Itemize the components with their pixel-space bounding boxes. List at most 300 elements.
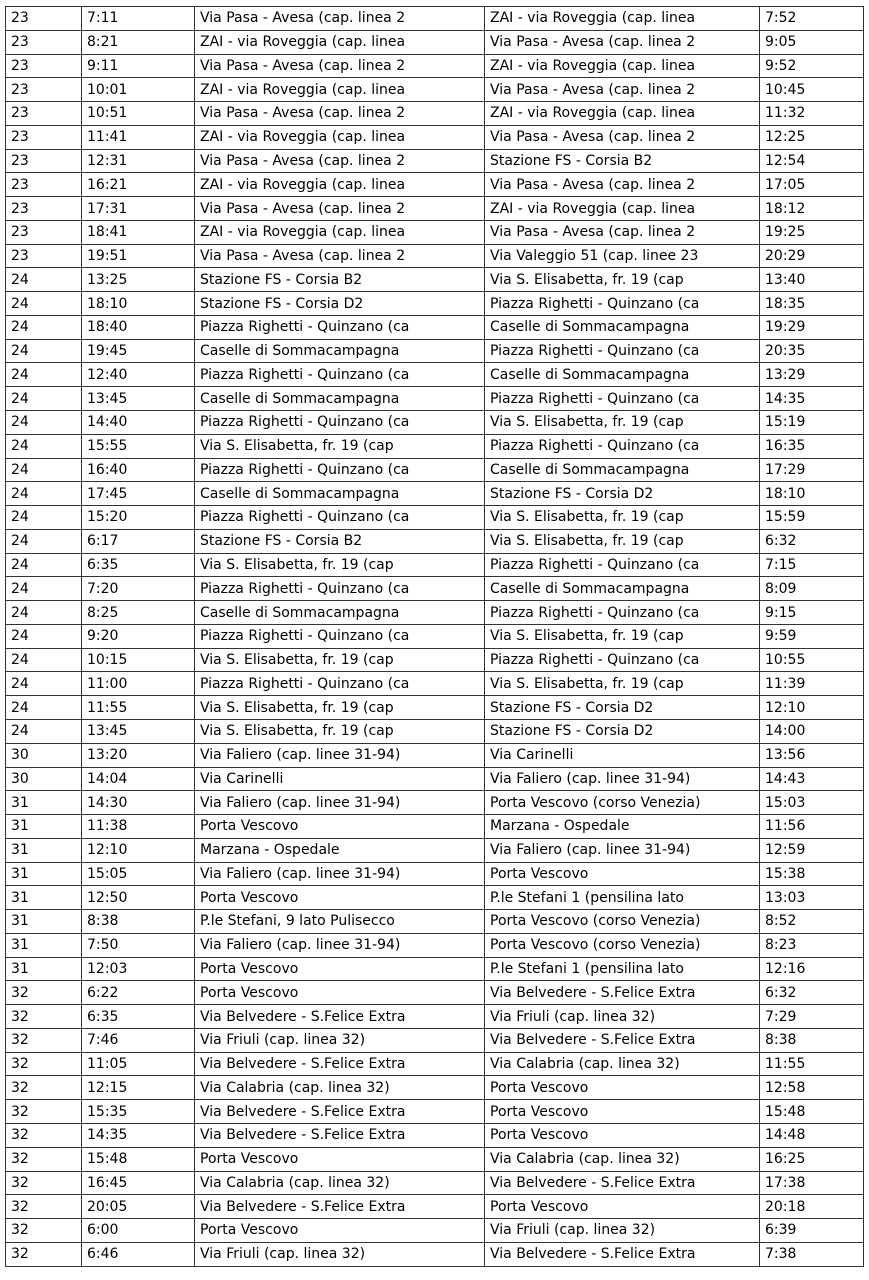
arrival-time-cell: 9:15 — [760, 601, 864, 625]
departure-time-cell: 6:35 — [82, 553, 195, 577]
departure-time-cell: 6:22 — [82, 981, 195, 1005]
table-row — [6, 696, 864, 720]
line-number-cell: 24 — [6, 458, 82, 482]
arrival-time-cell: 12:54 — [760, 149, 864, 173]
origin-stop-cell: Porta Vescovo — [195, 957, 485, 981]
origin-stop-cell: Piazza Righetti - Quinzano (ca — [195, 506, 485, 530]
line-number-cell: 31 — [6, 791, 82, 815]
origin-stop-cell: Via Belvedere - S.Felice Extra — [195, 1005, 485, 1029]
destination-stop-cell: Via S. Elisabetta, fr. 19 (cap — [485, 268, 760, 292]
table-row — [6, 886, 864, 910]
departure-time-cell: 15:35 — [82, 1100, 195, 1124]
table-row — [6, 339, 864, 363]
origin-stop-cell: Piazza Righetti - Quinzano (ca — [195, 624, 485, 648]
table-row — [6, 363, 864, 387]
destination-stop-cell: Stazione FS - Corsia D2 — [485, 719, 760, 743]
destination-stop-cell: Via Pasa - Avesa (cap. linea 2 — [485, 125, 760, 149]
arrival-time-cell: 17:05 — [760, 173, 864, 197]
origin-stop-cell: Via Calabria (cap. linea 32) — [195, 1171, 485, 1195]
origin-stop-cell: Porta Vescovo — [195, 1147, 485, 1171]
line-number-cell: 32 — [6, 981, 82, 1005]
arrival-time-cell: 8:52 — [760, 910, 864, 934]
line-number-cell: 24 — [6, 268, 82, 292]
origin-stop-cell: Via Faliero (cap. linee 31-94) — [195, 862, 485, 886]
table-row — [6, 125, 864, 149]
origin-stop-cell: Via Belvedere - S.Felice Extra — [195, 1052, 485, 1076]
line-number-cell: 24 — [6, 648, 82, 672]
departure-time-cell: 8:25 — [82, 601, 195, 625]
table-row — [6, 838, 864, 862]
origin-stop-cell: Piazza Righetti - Quinzano (ca — [195, 672, 485, 696]
arrival-time-cell: 12:58 — [760, 1076, 864, 1100]
arrival-time-cell: 10:55 — [760, 648, 864, 672]
departure-time-cell: 20:05 — [82, 1195, 195, 1219]
departure-time-cell: 17:45 — [82, 482, 195, 506]
departure-time-cell: 13:45 — [82, 387, 195, 411]
line-number-cell: 31 — [6, 862, 82, 886]
line-number-cell: 24 — [6, 601, 82, 625]
departure-time-cell: 9:11 — [82, 54, 195, 78]
line-number-cell: 31 — [6, 933, 82, 957]
departure-time-cell: 18:10 — [82, 292, 195, 316]
arrival-time-cell: 16:25 — [760, 1147, 864, 1171]
departure-time-cell: 12:15 — [82, 1076, 195, 1100]
departure-time-cell: 15:20 — [82, 506, 195, 530]
destination-stop-cell: Piazza Righetti - Quinzano (ca — [485, 648, 760, 672]
destination-stop-cell: Via Belvedere - S.Felice Extra — [485, 1171, 760, 1195]
table-row — [6, 434, 864, 458]
line-number-cell: 31 — [6, 886, 82, 910]
origin-stop-cell: Via Faliero (cap. linee 31-94) — [195, 743, 485, 767]
destination-stop-cell: P.le Stefani 1 (pensilina lato — [485, 957, 760, 981]
arrival-time-cell: 11:32 — [760, 102, 864, 126]
destination-stop-cell: Via S. Elisabetta, fr. 19 (cap — [485, 624, 760, 648]
line-number-cell: 23 — [6, 220, 82, 244]
destination-stop-cell: Via Belvedere - S.Felice Extra — [485, 1242, 760, 1266]
arrival-time-cell: 6:32 — [760, 981, 864, 1005]
line-number-cell: 24 — [6, 696, 82, 720]
arrival-time-cell: 15:03 — [760, 791, 864, 815]
line-number-cell: 24 — [6, 434, 82, 458]
table-row — [6, 387, 864, 411]
destination-stop-cell: Via Pasa - Avesa (cap. linea 2 — [485, 220, 760, 244]
timetable — [5, 6, 864, 1267]
arrival-time-cell: 8:38 — [760, 1028, 864, 1052]
origin-stop-cell: Stazione FS - Corsia D2 — [195, 292, 485, 316]
table-row — [6, 767, 864, 791]
table-row — [6, 1171, 864, 1195]
origin-stop-cell: Via Belvedere - S.Felice Extra — [195, 1123, 485, 1147]
table-row — [6, 791, 864, 815]
departure-time-cell: 14:04 — [82, 767, 195, 791]
table-row — [6, 315, 864, 339]
origin-stop-cell: Via Faliero (cap. linee 31-94) — [195, 791, 485, 815]
destination-stop-cell: Porta Vescovo (corso Venezia) — [485, 910, 760, 934]
line-number-cell: 24 — [6, 482, 82, 506]
destination-stop-cell: Porta Vescovo (corso Venezia) — [485, 791, 760, 815]
destination-stop-cell: Piazza Righetti - Quinzano (ca — [485, 339, 760, 363]
destination-stop-cell: Piazza Righetti - Quinzano (ca — [485, 292, 760, 316]
line-number-cell: 32 — [6, 1147, 82, 1171]
line-number-cell: 24 — [6, 577, 82, 601]
table-row — [6, 220, 864, 244]
origin-stop-cell: Via Pasa - Avesa (cap. linea 2 — [195, 102, 485, 126]
arrival-time-cell: 15:38 — [760, 862, 864, 886]
line-number-cell: 32 — [6, 1242, 82, 1266]
departure-time-cell: 16:21 — [82, 173, 195, 197]
departure-time-cell: 6:00 — [82, 1219, 195, 1243]
arrival-time-cell: 14:43 — [760, 767, 864, 791]
line-number-cell: 24 — [6, 506, 82, 530]
departure-time-cell: 17:31 — [82, 197, 195, 221]
line-number-cell: 24 — [6, 411, 82, 435]
arrival-time-cell: 19:29 — [760, 315, 864, 339]
table-row — [6, 1219, 864, 1243]
departure-time-cell: 7:20 — [82, 577, 195, 601]
destination-stop-cell: Porta Vescovo — [485, 1076, 760, 1100]
arrival-time-cell: 9:52 — [760, 54, 864, 78]
arrival-time-cell: 9:59 — [760, 624, 864, 648]
table-row — [6, 577, 864, 601]
origin-stop-cell: Via Pasa - Avesa (cap. linea 2 — [195, 197, 485, 221]
table-row — [6, 1242, 864, 1266]
departure-time-cell: 19:45 — [82, 339, 195, 363]
destination-stop-cell: Porta Vescovo (corso Venezia) — [485, 933, 760, 957]
line-number-cell: 23 — [6, 30, 82, 54]
arrival-time-cell: 7:29 — [760, 1005, 864, 1029]
departure-time-cell: 7:46 — [82, 1028, 195, 1052]
arrival-time-cell: 18:12 — [760, 197, 864, 221]
table-row — [6, 1005, 864, 1029]
table-row — [6, 1028, 864, 1052]
line-number-cell: 23 — [6, 244, 82, 268]
origin-stop-cell: Piazza Righetti - Quinzano (ca — [195, 577, 485, 601]
line-number-cell: 31 — [6, 838, 82, 862]
line-number-cell: 31 — [6, 957, 82, 981]
line-number-cell: 31 — [6, 910, 82, 934]
arrival-time-cell: 8:09 — [760, 577, 864, 601]
table-row — [6, 54, 864, 78]
arrival-time-cell: 18:35 — [760, 292, 864, 316]
departure-time-cell: 11:38 — [82, 815, 195, 839]
arrival-time-cell: 20:18 — [760, 1195, 864, 1219]
arrival-time-cell: 20:35 — [760, 339, 864, 363]
origin-stop-cell: P.le Stefani, 9 lato Pulisecco — [195, 910, 485, 934]
line-number-cell: 32 — [6, 1076, 82, 1100]
line-number-cell: 23 — [6, 54, 82, 78]
table-row — [6, 197, 864, 221]
table-row — [6, 482, 864, 506]
departure-time-cell: 15:48 — [82, 1147, 195, 1171]
destination-stop-cell: Caselle di Sommacampagna — [485, 458, 760, 482]
line-number-cell: 30 — [6, 743, 82, 767]
destination-stop-cell: Via Friuli (cap. linea 32) — [485, 1219, 760, 1243]
origin-stop-cell: Via Calabria (cap. linea 32) — [195, 1076, 485, 1100]
destination-stop-cell: Via Faliero (cap. linee 31-94) — [485, 838, 760, 862]
arrival-time-cell: 13:40 — [760, 268, 864, 292]
destination-stop-cell: Stazione FS - Corsia D2 — [485, 482, 760, 506]
table-row — [6, 149, 864, 173]
origin-stop-cell: ZAI - via Roveggia (cap. linea — [195, 78, 485, 102]
departure-time-cell: 14:35 — [82, 1123, 195, 1147]
destination-stop-cell: Via Belvedere - S.Felice Extra — [485, 1028, 760, 1052]
destination-stop-cell: ZAI - via Roveggia (cap. linea — [485, 7, 760, 31]
destination-stop-cell: ZAI - via Roveggia (cap. linea — [485, 54, 760, 78]
departure-time-cell: 12:10 — [82, 838, 195, 862]
departure-time-cell: 13:25 — [82, 268, 195, 292]
destination-stop-cell: Via Calabria (cap. linea 32) — [485, 1147, 760, 1171]
destination-stop-cell: Caselle di Sommacampagna — [485, 577, 760, 601]
departure-time-cell: 12:31 — [82, 149, 195, 173]
departure-time-cell: 14:40 — [82, 411, 195, 435]
departure-time-cell: 18:40 — [82, 315, 195, 339]
origin-stop-cell: Via S. Elisabetta, fr. 19 (cap — [195, 434, 485, 458]
table-row — [6, 1100, 864, 1124]
table-row — [6, 30, 864, 54]
table-row — [6, 910, 864, 934]
arrival-time-cell: 14:00 — [760, 719, 864, 743]
arrival-time-cell: 12:10 — [760, 696, 864, 720]
destination-stop-cell: Stazione FS - Corsia D2 — [485, 696, 760, 720]
origin-stop-cell: Marzana - Ospedale — [195, 838, 485, 862]
origin-stop-cell: Via Friuli (cap. linea 32) — [195, 1028, 485, 1052]
line-number-cell: 23 — [6, 7, 82, 31]
departure-time-cell: 16:40 — [82, 458, 195, 482]
destination-stop-cell: Via S. Elisabetta, fr. 19 (cap — [485, 506, 760, 530]
arrival-time-cell: 15:48 — [760, 1100, 864, 1124]
origin-stop-cell: Via S. Elisabetta, fr. 19 (cap — [195, 553, 485, 577]
origin-stop-cell: Caselle di Sommacampagna — [195, 601, 485, 625]
table-row — [6, 648, 864, 672]
departure-time-cell: 12:50 — [82, 886, 195, 910]
line-number-cell: 24 — [6, 387, 82, 411]
arrival-time-cell: 6:39 — [760, 1219, 864, 1243]
origin-stop-cell: Stazione FS - Corsia B2 — [195, 268, 485, 292]
line-number-cell: 23 — [6, 149, 82, 173]
departure-time-cell: 12:03 — [82, 957, 195, 981]
departure-time-cell: 15:05 — [82, 862, 195, 886]
line-number-cell: 24 — [6, 363, 82, 387]
destination-stop-cell: Porta Vescovo — [485, 1123, 760, 1147]
origin-stop-cell: Porta Vescovo — [195, 981, 485, 1005]
destination-stop-cell: Piazza Righetti - Quinzano (ca — [485, 387, 760, 411]
origin-stop-cell: Via S. Elisabetta, fr. 19 (cap — [195, 696, 485, 720]
origin-stop-cell: ZAI - via Roveggia (cap. linea — [195, 220, 485, 244]
origin-stop-cell: Piazza Righetti - Quinzano (ca — [195, 315, 485, 339]
arrival-time-cell: 7:15 — [760, 553, 864, 577]
destination-stop-cell: Via S. Elisabetta, fr. 19 (cap — [485, 529, 760, 553]
origin-stop-cell: Porta Vescovo — [195, 886, 485, 910]
departure-time-cell: 15:55 — [82, 434, 195, 458]
table-row — [6, 1195, 864, 1219]
line-number-cell: 24 — [6, 529, 82, 553]
arrival-time-cell: 19:25 — [760, 220, 864, 244]
origin-stop-cell: Piazza Righetti - Quinzano (ca — [195, 411, 485, 435]
arrival-time-cell: 13:56 — [760, 743, 864, 767]
table-row — [6, 957, 864, 981]
arrival-time-cell: 13:03 — [760, 886, 864, 910]
table-row — [6, 268, 864, 292]
departure-time-cell: 9:20 — [82, 624, 195, 648]
origin-stop-cell: Piazza Righetti - Quinzano (ca — [195, 363, 485, 387]
departure-time-cell: 6:46 — [82, 1242, 195, 1266]
line-number-cell: 24 — [6, 672, 82, 696]
line-number-cell: 30 — [6, 767, 82, 791]
destination-stop-cell: Via Carinelli — [485, 743, 760, 767]
arrival-time-cell: 11:39 — [760, 672, 864, 696]
destination-stop-cell: P.le Stefani 1 (pensilina lato — [485, 886, 760, 910]
table-row — [6, 102, 864, 126]
destination-stop-cell: Via Friuli (cap. linea 32) — [485, 1005, 760, 1029]
line-number-cell: 32 — [6, 1171, 82, 1195]
table-row — [6, 1076, 864, 1100]
departure-time-cell: 19:51 — [82, 244, 195, 268]
destination-stop-cell: Via Pasa - Avesa (cap. linea 2 — [485, 78, 760, 102]
destination-stop-cell: Piazza Righetti - Quinzano (ca — [485, 434, 760, 458]
arrival-time-cell: 15:59 — [760, 506, 864, 530]
line-number-cell: 32 — [6, 1052, 82, 1076]
table-row — [6, 624, 864, 648]
arrival-time-cell: 17:38 — [760, 1171, 864, 1195]
table-row — [6, 815, 864, 839]
origin-stop-cell: Via Belvedere - S.Felice Extra — [195, 1100, 485, 1124]
table-row — [6, 173, 864, 197]
origin-stop-cell: Via Friuli (cap. linea 32) — [195, 1242, 485, 1266]
line-number-cell: 23 — [6, 78, 82, 102]
line-number-cell: 31 — [6, 815, 82, 839]
destination-stop-cell: Caselle di Sommacampagna — [485, 315, 760, 339]
arrival-time-cell: 6:32 — [760, 529, 864, 553]
table-row — [6, 292, 864, 316]
arrival-time-cell: 12:25 — [760, 125, 864, 149]
arrival-time-cell: 10:45 — [760, 78, 864, 102]
destination-stop-cell: ZAI - via Roveggia (cap. linea — [485, 102, 760, 126]
table-row — [6, 506, 864, 530]
line-number-cell: 24 — [6, 624, 82, 648]
origin-stop-cell: Stazione FS - Corsia B2 — [195, 529, 485, 553]
origin-stop-cell: Porta Vescovo — [195, 1219, 485, 1243]
origin-stop-cell: Via Pasa - Avesa (cap. linea 2 — [195, 149, 485, 173]
arrival-time-cell: 11:56 — [760, 815, 864, 839]
table-row — [6, 529, 864, 553]
arrival-time-cell: 9:05 — [760, 30, 864, 54]
departure-time-cell: 13:45 — [82, 719, 195, 743]
origin-stop-cell: Caselle di Sommacampagna — [195, 482, 485, 506]
table-row — [6, 411, 864, 435]
table-row — [6, 719, 864, 743]
departure-time-cell: 12:40 — [82, 363, 195, 387]
arrival-time-cell: 12:59 — [760, 838, 864, 862]
destination-stop-cell: Via S. Elisabetta, fr. 19 (cap — [485, 672, 760, 696]
departure-time-cell: 11:00 — [82, 672, 195, 696]
line-number-cell: 24 — [6, 339, 82, 363]
table-row — [6, 1147, 864, 1171]
line-number-cell: 32 — [6, 1195, 82, 1219]
departure-time-cell: 11:41 — [82, 125, 195, 149]
arrival-time-cell: 17:29 — [760, 458, 864, 482]
destination-stop-cell: Via Faliero (cap. linee 31-94) — [485, 767, 760, 791]
table-row — [6, 553, 864, 577]
departure-time-cell: 10:15 — [82, 648, 195, 672]
arrival-time-cell: 11:55 — [760, 1052, 864, 1076]
table-row — [6, 78, 864, 102]
table-row — [6, 672, 864, 696]
arrival-time-cell: 16:35 — [760, 434, 864, 458]
destination-stop-cell: Via Belvedere - S.Felice Extra — [485, 981, 760, 1005]
origin-stop-cell: ZAI - via Roveggia (cap. linea — [195, 125, 485, 149]
destination-stop-cell: Piazza Righetti - Quinzano (ca — [485, 553, 760, 577]
origin-stop-cell: ZAI - via Roveggia (cap. linea — [195, 173, 485, 197]
origin-stop-cell: Via Pasa - Avesa (cap. linea 2 — [195, 244, 485, 268]
table-row — [6, 1052, 864, 1076]
arrival-time-cell: 14:48 — [760, 1123, 864, 1147]
line-number-cell: 32 — [6, 1028, 82, 1052]
departure-time-cell: 14:30 — [82, 791, 195, 815]
destination-stop-cell: Via S. Elisabetta, fr. 19 (cap — [485, 411, 760, 435]
departure-time-cell: 18:41 — [82, 220, 195, 244]
destination-stop-cell: Via Valeggio 51 (cap. linee 23 — [485, 244, 760, 268]
arrival-time-cell: 20:29 — [760, 244, 864, 268]
origin-stop-cell: Via Pasa - Avesa (cap. linea 2 — [195, 7, 485, 31]
destination-stop-cell: Caselle di Sommacampagna — [485, 363, 760, 387]
departure-time-cell: 8:38 — [82, 910, 195, 934]
table-row — [6, 601, 864, 625]
departure-time-cell: 11:55 — [82, 696, 195, 720]
destination-stop-cell: Via Calabria (cap. linea 32) — [485, 1052, 760, 1076]
origin-stop-cell: Via Pasa - Avesa (cap. linea 2 — [195, 54, 485, 78]
destination-stop-cell: Porta Vescovo — [485, 1195, 760, 1219]
origin-stop-cell: Caselle di Sommacampagna — [195, 387, 485, 411]
destination-stop-cell: Porta Vescovo — [485, 1100, 760, 1124]
destination-stop-cell: Marzana - Ospedale — [485, 815, 760, 839]
origin-stop-cell: Via S. Elisabetta, fr. 19 (cap — [195, 648, 485, 672]
arrival-time-cell: 7:38 — [760, 1242, 864, 1266]
destination-stop-cell: Stazione FS - Corsia B2 — [485, 149, 760, 173]
origin-stop-cell: Porta Vescovo — [195, 815, 485, 839]
line-number-cell: 23 — [6, 125, 82, 149]
line-number-cell: 23 — [6, 102, 82, 126]
table-row — [6, 7, 864, 31]
departure-time-cell: 16:45 — [82, 1171, 195, 1195]
arrival-time-cell: 18:10 — [760, 482, 864, 506]
destination-stop-cell: ZAI - via Roveggia (cap. linea — [485, 197, 760, 221]
table-row — [6, 1123, 864, 1147]
departure-time-cell: 10:51 — [82, 102, 195, 126]
departure-time-cell: 11:05 — [82, 1052, 195, 1076]
origin-stop-cell: Via Faliero (cap. linee 31-94) — [195, 933, 485, 957]
departure-time-cell: 7:11 — [82, 7, 195, 31]
line-number-cell: 24 — [6, 553, 82, 577]
line-number-cell: 24 — [6, 315, 82, 339]
departure-time-cell: 6:35 — [82, 1005, 195, 1029]
destination-stop-cell: Piazza Righetti - Quinzano (ca — [485, 601, 760, 625]
origin-stop-cell: Piazza Righetti - Quinzano (ca — [195, 458, 485, 482]
line-number-cell: 24 — [6, 719, 82, 743]
line-number-cell: 23 — [6, 173, 82, 197]
arrival-time-cell: 14:35 — [760, 387, 864, 411]
origin-stop-cell: Via Belvedere - S.Felice Extra — [195, 1195, 485, 1219]
departure-time-cell: 10:01 — [82, 78, 195, 102]
arrival-time-cell: 13:29 — [760, 363, 864, 387]
timetable-body — [6, 7, 864, 1267]
arrival-time-cell: 15:19 — [760, 411, 864, 435]
destination-stop-cell: Via Pasa - Avesa (cap. linea 2 — [485, 173, 760, 197]
departure-time-cell: 8:21 — [82, 30, 195, 54]
table-row — [6, 862, 864, 886]
line-number-cell: 32 — [6, 1123, 82, 1147]
line-number-cell: 32 — [6, 1005, 82, 1029]
line-number-cell: 32 — [6, 1100, 82, 1124]
